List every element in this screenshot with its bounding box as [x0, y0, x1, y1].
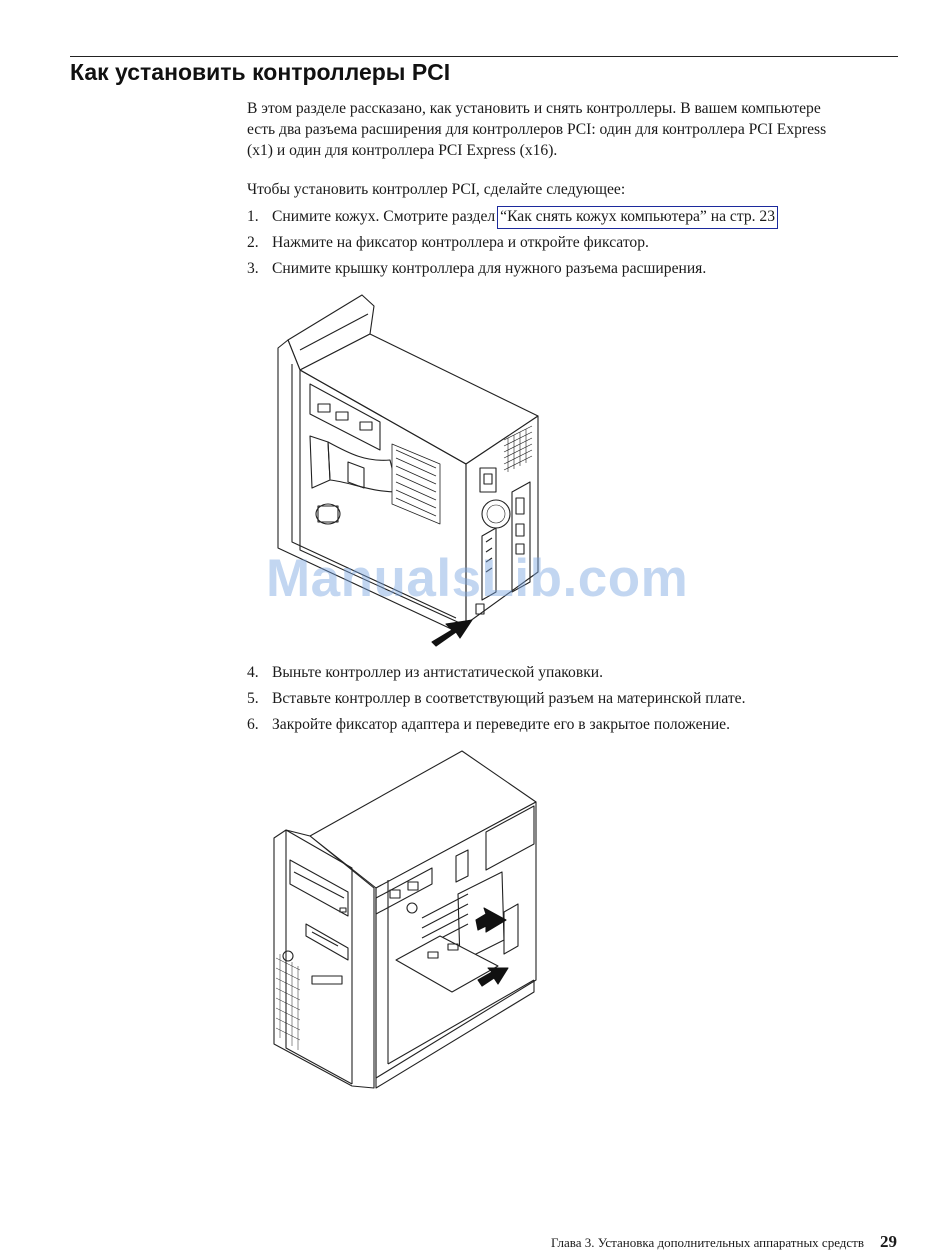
steps-list-first	[247, 204, 778, 282]
step-number: 1.	[247, 208, 259, 225]
step-text: Снимите крышку контроллера для нужного разъема расширения.	[272, 260, 707, 277]
step-text: Вставьте контроллер в соответствующий разъем на материнской плате.	[272, 690, 746, 707]
intro-paragraph: В этом разделе рассказано, как установить и снять контроллеры. В вашем компьютере есть два разъема расширения для контроллеров PCI: один для контроллера PCI Express (x1) и один для контроллера PCI Express (x16).	[247, 100, 827, 159]
step-item	[247, 256, 778, 282]
step-text: Нажмите на фиксатор контроллера и откройте фиксатор.	[272, 234, 649, 251]
step-number: 5.	[247, 690, 259, 707]
page-title: Как установить контроллеры PCI	[70, 59, 451, 85]
watermark: ManualsLib.com	[266, 549, 689, 608]
step-text: Закройте фиксатор адаптера и переведите его в закрытое положение.	[272, 716, 731, 733]
step-number: 3.	[247, 260, 259, 277]
step-number: 4.	[247, 664, 259, 681]
page-number: 29	[880, 1232, 897, 1251]
chapter-label: Глава 3. Установка дополнительных аппаратных средств	[550, 1235, 864, 1250]
cross-reference-link[interactable]: “Как снять кожух компьютера” на стр. 23	[497, 206, 778, 229]
step-text: Снимите кожух. Смотрите раздел	[272, 208, 496, 225]
step-item	[247, 230, 778, 256]
step-item	[247, 712, 746, 738]
top-rule	[70, 56, 898, 57]
step-item	[247, 660, 746, 686]
figure-insert-pci-card	[272, 748, 542, 1093]
step-item	[247, 204, 778, 230]
steps-lead: Чтобы установить контроллер PCI, сделайте следующее:	[247, 181, 626, 198]
step-text: Выньте контроллер из антистатической упаковки.	[272, 664, 604, 681]
step-item	[247, 686, 746, 712]
steps-list-second	[247, 660, 746, 738]
step-number: 2.	[247, 234, 259, 251]
page-footer	[551, 1232, 897, 1252]
step-number: 6.	[247, 716, 259, 733]
